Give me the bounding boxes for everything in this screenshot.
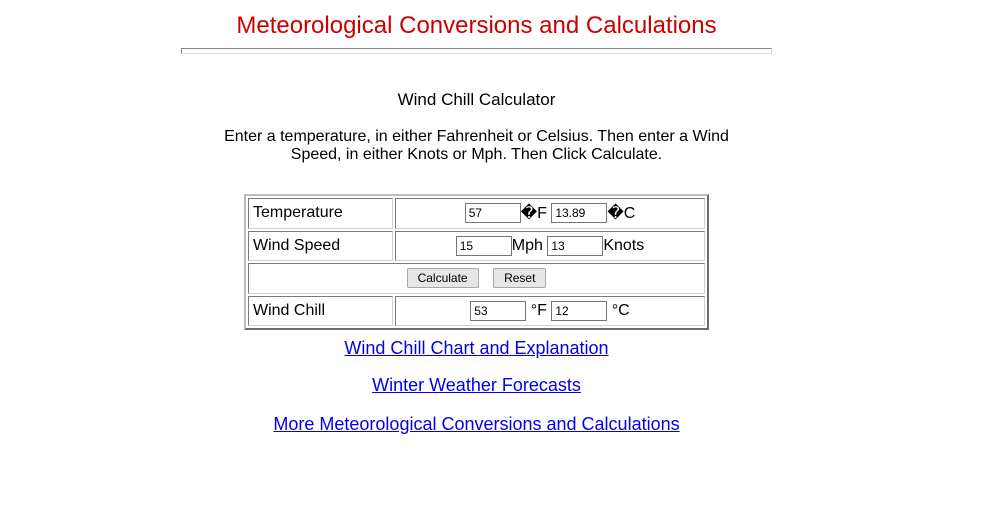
calculate-button[interactable]: Calculate [407,268,479,288]
temperature-row [248,198,705,229]
wind-chill-chart-link[interactable]: Wind Chill Chart and Explanation [344,338,609,358]
more-conversions-link[interactable]: More Meteorological Conversions and Calculations [273,414,680,434]
calculator-heading: Wind Chill Calculator [397,90,556,109]
temperature-celsius-unit: �C [607,205,636,223]
wind-speed-row [248,231,705,262]
wind-chill-fahrenheit-unit: °F [530,301,547,319]
wind-speed-mph-input[interactable] [456,236,512,256]
button-row [248,263,705,294]
wind-chill-celsius-output[interactable] [551,301,607,321]
temperature-fahrenheit-unit: �F [520,205,547,223]
wind-speed-knots-input[interactable] [547,236,603,256]
link-row-more [0,414,953,435]
wind-chill-row [248,296,705,327]
temperature-celsius-input[interactable] [551,203,607,223]
button-cell [248,263,705,294]
temperature-fahrenheit-input[interactable] [465,203,521,223]
temperature-inputs [395,198,705,229]
wind-speed-inputs [395,231,705,262]
winter-forecasts-link[interactable]: Winter Weather Forecasts [372,375,581,395]
wind-speed-mph-unit: Mph [511,236,543,254]
wind-chill-label: Wind Chill [248,296,393,327]
page-title: Meteorological Conversions and Calculations [236,12,717,39]
wind-speed-label: Wind Speed [248,231,393,262]
calculator-instructions: Enter a temperature, in either Fahrenheit or Celsius. Then enter a Wind Speed, in either Knots or Mph. Then Click Calculate. [224,128,729,163]
link-row-chart [0,338,953,359]
reset-button[interactable]: Reset [493,268,546,288]
wind-chill-celsius-unit: °C [611,301,630,319]
wind-speed-knots-unit: Knots [603,236,645,254]
wind-chill-calculator-table [244,194,709,330]
temperature-label: Temperature [248,198,393,229]
wind-chill-fahrenheit-output[interactable] [470,301,526,321]
link-row-forecasts [0,375,953,396]
wind-chill-outputs [395,296,705,327]
title-divider [181,48,772,54]
